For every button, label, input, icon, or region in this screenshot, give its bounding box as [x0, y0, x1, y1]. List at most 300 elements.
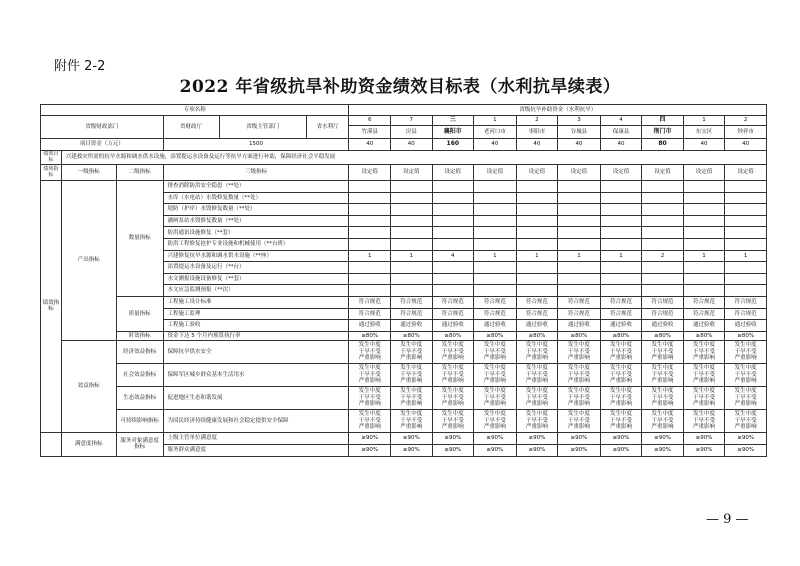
- page-number: — 9 —: [706, 512, 749, 527]
- benefit-value: [391, 340, 433, 363]
- quantity-value: [600, 204, 642, 216]
- project-name-label: 专项名称: [41, 105, 349, 116]
- benefit-value-line: 严重影响: [609, 354, 632, 361]
- quantity-value: [391, 181, 433, 193]
- benefit-value-line: 干旱不受: [734, 348, 757, 355]
- satisfaction-indicator: 上级主管单位满意度: [163, 432, 349, 444]
- quantity-group: 数量指标: [116, 181, 163, 297]
- benefit-value-line: 发生中度: [609, 411, 632, 418]
- quantity-value: [349, 215, 391, 227]
- quality-value: 通过验收: [474, 320, 517, 332]
- quality-value: 通过验收: [600, 320, 642, 332]
- quantity-value: [725, 238, 767, 250]
- quantity-value: [642, 227, 684, 239]
- benefit-value-line: 发生中度: [483, 342, 506, 349]
- benefit-value-line: 发生中度: [567, 342, 590, 349]
- benefit-value-line: 干旱不受: [567, 348, 590, 355]
- benefit-value-line: 干旱不受: [525, 348, 548, 355]
- benefit-value-line: 发生中度: [651, 365, 674, 372]
- benefit-value: [391, 409, 433, 432]
- benefit-value-line: 干旱不受: [441, 394, 464, 401]
- satisfaction-value: ≥90%: [516, 444, 558, 456]
- quality-value: 通过验收: [642, 320, 684, 332]
- benefit-value-line: 干旱不受: [358, 394, 381, 401]
- benefit-value-line: 发生中度: [525, 342, 548, 349]
- benefit-value-line: 严重影响: [358, 400, 381, 407]
- benefit-value-line: 严重影响: [609, 400, 632, 407]
- region-rank: 2: [725, 116, 767, 126]
- region-name: 竹溪县: [349, 126, 391, 139]
- quality-value: 符合规范: [600, 296, 642, 308]
- region-rank: 4: [600, 116, 642, 126]
- benefit-value-line: 严重影响: [693, 377, 716, 384]
- quantity-value: [516, 238, 558, 250]
- quantity-indicator: 添置提运水设备及运行（**台）: [163, 262, 349, 274]
- quantity-value: [349, 204, 391, 216]
- quantity-value: [600, 192, 642, 204]
- benefit-value: [349, 363, 391, 386]
- quantity-indicator: 水文测报设施设备修复（**套）: [163, 273, 349, 285]
- quantity-value: [683, 215, 725, 227]
- quantity-value: [474, 273, 517, 285]
- quantity-value: [725, 285, 767, 297]
- benefit-value-line: 严重影响: [609, 423, 632, 430]
- benefit-value: [516, 340, 558, 363]
- region-rank: 1: [474, 116, 517, 126]
- benefit-value-line: 干旱不受: [693, 371, 716, 378]
- timeliness-value: ≥80%: [683, 331, 725, 340]
- benefit-value-line: 发生中度: [483, 388, 506, 395]
- benefit-value-line: 严重影响: [734, 400, 757, 407]
- benefit-value: [725, 340, 767, 363]
- set-value-header: 设定值: [725, 165, 767, 181]
- output-group: 产出指标: [61, 181, 116, 341]
- region-rank: 三: [432, 116, 474, 126]
- benefit-value-line: 发生中度: [693, 411, 716, 418]
- region-funds: 40: [349, 139, 391, 151]
- satisfaction-value: ≥90%: [432, 432, 474, 444]
- quality-value: 符合规范: [391, 308, 433, 320]
- benefit-value-line: 严重影响: [651, 377, 674, 384]
- benefit-value: [642, 340, 684, 363]
- quantity-value: [474, 227, 517, 239]
- quantity-value: [683, 204, 725, 216]
- benefit-subgroup: 社会效益指标: [116, 363, 163, 386]
- region-name: 荆门市: [642, 126, 684, 139]
- region-funds: 40: [683, 139, 725, 151]
- performance-table: [40, 104, 767, 457]
- quantity-value: [725, 181, 767, 193]
- finance-dept-label: 省级财政部门: [41, 116, 164, 139]
- quality-value: 通过验收: [558, 320, 601, 332]
- quantity-value: [391, 192, 433, 204]
- benefit-value: [558, 363, 601, 386]
- quantity-value: [516, 192, 558, 204]
- level3-header: 三级指标: [163, 165, 349, 181]
- quantity-value: [600, 238, 642, 250]
- benefit-value-line: 发生中度: [651, 342, 674, 349]
- satisfaction-value: ≥90%: [516, 432, 558, 444]
- satisfaction-value: ≥90%: [725, 444, 767, 456]
- region-rank: 3: [558, 116, 601, 126]
- benefit-value-line: 干旱不受: [693, 348, 716, 355]
- quantity-value: [642, 273, 684, 285]
- benefit-value-line: 干旱不受: [609, 348, 632, 355]
- quantity-indicator: 防洪工程修复抢护专业设施和机械使用（**台班）: [163, 238, 349, 250]
- region-funds: 40: [600, 139, 642, 151]
- benefit-value-line: 严重影响: [693, 400, 716, 407]
- region-funds: 40: [725, 139, 767, 151]
- timeliness-value: ≥80%: [642, 331, 684, 340]
- benefit-value-line: 发生中度: [400, 342, 423, 349]
- level1-header: 一级指标: [61, 165, 116, 181]
- quantity-value: [432, 192, 474, 204]
- quantity-value: [725, 262, 767, 274]
- benefit-value-line: 发生中度: [400, 388, 423, 395]
- quantity-value: [558, 285, 601, 297]
- benefit-value: [558, 386, 601, 409]
- benefit-value-line: 发生中度: [358, 388, 381, 395]
- benefit-value-line: 干旱不受: [441, 348, 464, 355]
- quality-value: 通过验收: [516, 320, 558, 332]
- benefit-value-line: 严重影响: [567, 423, 590, 430]
- quality-value: 符合规范: [432, 308, 474, 320]
- funds-label: 项目资金（万元）: [41, 139, 164, 151]
- set-value-header: 设定值: [683, 165, 725, 181]
- quantity-value: [349, 285, 391, 297]
- benefit-value: [516, 409, 558, 432]
- quantity-value: [642, 192, 684, 204]
- region-rank: 1: [683, 116, 725, 126]
- benefit-value-line: 严重影响: [525, 377, 548, 384]
- benefit-value-line: 发生中度: [400, 411, 423, 418]
- benefit-value: [516, 386, 558, 409]
- benefit-value-line: 发生中度: [358, 365, 381, 372]
- quantity-value: [642, 262, 684, 274]
- benefit-value-line: 干旱不受: [734, 394, 757, 401]
- benefit-value-line: 干旱不受: [483, 371, 506, 378]
- benefit-value: [725, 386, 767, 409]
- benefit-indicator: 为国民经济持续健康发展和社会稳定提供安全保障: [163, 409, 349, 432]
- quantity-value: [349, 238, 391, 250]
- benefit-value-line: 发生中度: [441, 342, 464, 349]
- timeliness-indicator: 资金下达 5 个月内预算执行率: [163, 331, 349, 340]
- benefit-value-line: 干旱不受: [651, 394, 674, 401]
- goal-label: 绩效目标: [41, 151, 62, 165]
- benefit-value-line: 严重影响: [734, 354, 757, 361]
- region-rank: 7: [391, 116, 433, 126]
- quantity-value: [516, 204, 558, 216]
- benefit-value-line: 干旱不受: [483, 348, 506, 355]
- benefit-value: [391, 363, 433, 386]
- quantity-indicator: 防洪通讯设施修复（**套）: [163, 227, 349, 239]
- funds-total: 1500: [163, 139, 349, 151]
- benefit-value: [600, 409, 642, 432]
- benefit-value-line: 严重影响: [441, 400, 464, 407]
- perf-header: 绩效指标: [41, 165, 62, 181]
- quality-value: 符合规范: [725, 296, 767, 308]
- finance-dept-value: 省财政厅: [163, 116, 219, 139]
- region-funds: 40: [391, 139, 433, 151]
- quality-indicator: 工程施工监理: [163, 308, 349, 320]
- quantity-indicator: 涵闸泵站水毁修复数量（**处）: [163, 215, 349, 227]
- benefit-value: [432, 363, 474, 386]
- benefit-value-line: 严重影响: [483, 354, 506, 361]
- benefit-value-line: 干旱不受: [441, 417, 464, 424]
- quantity-value: [600, 273, 642, 285]
- benefit-value: [474, 340, 517, 363]
- benefit-value-line: 干旱不受: [609, 417, 632, 424]
- region-funds: 40: [516, 139, 558, 151]
- benefit-value-line: 发生中度: [441, 365, 464, 372]
- region-name: 保康县: [600, 126, 642, 139]
- benefit-value-line: 干旱不受: [651, 371, 674, 378]
- satisfaction-value: ≥90%: [642, 444, 684, 456]
- quantity-value: [391, 285, 433, 297]
- benefit-value-line: 干旱不受: [651, 417, 674, 424]
- quantity-value: [391, 238, 433, 250]
- region-rank: 6: [349, 116, 391, 126]
- quantity-value: [432, 238, 474, 250]
- benefit-value-line: 严重影响: [567, 377, 590, 384]
- benefit-value-line: 干旱不受: [400, 417, 423, 424]
- quantity-value: [349, 181, 391, 193]
- benefit-value-line: 严重影响: [651, 400, 674, 407]
- quantity-value: [642, 204, 684, 216]
- benefit-value-line: 发生中度: [567, 388, 590, 395]
- region-funds: 40: [474, 139, 517, 151]
- satisfaction-value: ≥90%: [474, 432, 517, 444]
- benefit-subgroup: 经济效益指标: [116, 340, 163, 363]
- benefit-value-line: 干旱不受: [400, 394, 423, 401]
- timeliness-value: ≥80%: [516, 331, 558, 340]
- timeliness-value: ≥80%: [349, 331, 391, 340]
- benefit-value-line: 严重影响: [609, 377, 632, 384]
- benefit-value-line: 严重影响: [483, 423, 506, 430]
- quantity-value: [558, 238, 601, 250]
- set-value-header: 设定值: [642, 165, 684, 181]
- quantity-value: [391, 262, 433, 274]
- quantity-value: [725, 273, 767, 285]
- quantity-value: [474, 204, 517, 216]
- quality-group: 质量指标: [116, 296, 163, 331]
- region-rank: 2: [516, 116, 558, 126]
- satisfaction-value: ≥90%: [600, 432, 642, 444]
- region-funds: 40: [558, 139, 601, 151]
- quality-value: 符合规范: [558, 308, 601, 320]
- set-value-header: 设定值: [474, 165, 517, 181]
- benefit-value: [600, 340, 642, 363]
- benefit-value-line: 发生中度: [651, 411, 674, 418]
- quantity-value: [474, 181, 517, 193]
- satisfaction-value: ≥90%: [432, 444, 474, 456]
- quality-value: 符合规范: [683, 296, 725, 308]
- benefit-value-line: 发生中度: [693, 388, 716, 395]
- benefit-value-line: 发生中度: [525, 411, 548, 418]
- satisfaction-value: ≥90%: [349, 444, 391, 456]
- quality-indicator: 工程施工设计标准: [163, 296, 349, 308]
- set-value-header: 设定值: [516, 165, 558, 181]
- quantity-value: [349, 273, 391, 285]
- quantity-value: 4: [432, 250, 474, 262]
- quantity-value: [683, 273, 725, 285]
- benefit-value-line: 发生中度: [525, 388, 548, 395]
- benefit-value-line: 严重影响: [651, 354, 674, 361]
- level2-header: 二级指标: [116, 165, 163, 181]
- quantity-indicator: 排查消除防洪安全隐患（**处）: [163, 181, 349, 193]
- quantity-value: [516, 215, 558, 227]
- blank-cell: [41, 432, 62, 456]
- benefit-value-line: 发生中度: [567, 365, 590, 372]
- benefit-subgroup: 生态效益指标: [116, 386, 163, 409]
- quantity-value: [600, 227, 642, 239]
- quantity-indicator: 水文应急监测预报（**次）: [163, 285, 349, 297]
- quantity-value: [683, 285, 725, 297]
- benefit-value-line: 干旱不受: [609, 394, 632, 401]
- set-value-header: 设定值: [432, 165, 474, 181]
- set-value-header: 设定值: [349, 165, 391, 181]
- quantity-value: [642, 181, 684, 193]
- quantity-value: [600, 262, 642, 274]
- satisfaction-value: ≥90%: [683, 444, 725, 456]
- benefit-value-line: 干旱不受: [358, 348, 381, 355]
- set-value-header: 设定值: [600, 165, 642, 181]
- quality-value: 符合规范: [683, 308, 725, 320]
- benefit-value: [725, 363, 767, 386]
- satisfaction-value: ≥90%: [600, 444, 642, 456]
- benefit-value-line: 严重影响: [693, 354, 716, 361]
- benefit-value-line: 发生中度: [483, 411, 506, 418]
- quantity-value: [558, 215, 601, 227]
- quality-value: 通过验收: [349, 320, 391, 332]
- benefit-value-line: 严重影响: [400, 354, 423, 361]
- quantity-value: [432, 273, 474, 285]
- satisfaction-indicator: 服务群众满意度: [163, 444, 349, 456]
- quantity-indicator: 堤防（护岸）水毁修复数量（**处）: [163, 204, 349, 216]
- satisfaction-value: ≥90%: [474, 444, 517, 456]
- benefit-value: [642, 363, 684, 386]
- quantity-value: [516, 273, 558, 285]
- benefit-value: [474, 386, 517, 409]
- benefit-value: [683, 409, 725, 432]
- benefit-value-line: 严重影响: [734, 423, 757, 430]
- quantity-value: [642, 215, 684, 227]
- benefit-value-line: 干旱不受: [693, 394, 716, 401]
- region-name: 房县: [391, 126, 433, 139]
- benefit-value: [683, 340, 725, 363]
- benefit-subgroup: 可持续影响指标: [116, 409, 163, 432]
- timeliness-value: ≥80%: [558, 331, 601, 340]
- timeliness-value: ≥80%: [432, 331, 474, 340]
- benefit-value-line: 发生中度: [609, 342, 632, 349]
- benefit-value-line: 发生中度: [441, 411, 464, 418]
- benefit-value: [725, 409, 767, 432]
- satisfaction-value: ≥90%: [349, 432, 391, 444]
- quality-value: 符合规范: [516, 308, 558, 320]
- satisfaction-value: ≥90%: [725, 432, 767, 444]
- benefit-value-line: 干旱不受: [483, 394, 506, 401]
- benefit-value-line: 发生中度: [400, 365, 423, 372]
- benefit-value-line: 严重影响: [693, 423, 716, 430]
- benefit-value: [432, 340, 474, 363]
- benefit-value: [600, 386, 642, 409]
- benefit-value: [349, 340, 391, 363]
- quantity-value: 2: [642, 250, 684, 262]
- quantity-value: [474, 262, 517, 274]
- region-name: 襄阳市: [432, 126, 474, 139]
- quantity-value: [683, 238, 725, 250]
- quantity-value: [432, 215, 474, 227]
- benefit-value-line: 严重影响: [567, 354, 590, 361]
- benefit-value-line: 发生中度: [609, 365, 632, 372]
- quantity-indicator: 水库（水电站）水毁修复数量（**处）: [163, 192, 349, 204]
- authority-value: 省水利厅: [306, 116, 349, 139]
- benefit-value-line: 发生中度: [693, 342, 716, 349]
- quantity-value: [474, 215, 517, 227]
- quantity-value: [558, 204, 601, 216]
- timeliness-value: ≥80%: [474, 331, 517, 340]
- quantity-value: [558, 181, 601, 193]
- benefit-value-line: 干旱不受: [693, 417, 716, 424]
- quantity-value: [474, 192, 517, 204]
- region-name: 老河口市: [474, 126, 517, 139]
- benefit-value-line: 严重影响: [734, 377, 757, 384]
- benefit-value: [432, 386, 474, 409]
- quantity-value: [725, 204, 767, 216]
- quality-value: 符合规范: [725, 308, 767, 320]
- benefit-value: [349, 386, 391, 409]
- quantity-value: [725, 192, 767, 204]
- benefit-value-line: 发生中度: [567, 411, 590, 418]
- benefit-value-line: 干旱不受: [609, 371, 632, 378]
- benefit-value-line: 发生中度: [483, 365, 506, 372]
- benefit-value: [683, 363, 725, 386]
- benefit-value-line: 严重影响: [400, 423, 423, 430]
- quality-value: 符合规范: [516, 296, 558, 308]
- quantity-value: [683, 181, 725, 193]
- quantity-value: 1: [683, 250, 725, 262]
- benefit-value-line: 严重影响: [651, 423, 674, 430]
- benefit-value-line: 严重影响: [358, 423, 381, 430]
- benefit-value-line: 干旱不受: [400, 348, 423, 355]
- quality-value: 符合规范: [558, 296, 601, 308]
- quantity-value: [558, 192, 601, 204]
- quantity-value: [391, 215, 433, 227]
- benefit-value-line: 干旱不受: [567, 371, 590, 378]
- quality-value: 符合规范: [432, 296, 474, 308]
- benefit-value-line: 严重影响: [525, 354, 548, 361]
- benefit-value-line: 发生中度: [651, 388, 674, 395]
- timeliness-value: ≥80%: [600, 331, 642, 340]
- quantity-value: [516, 262, 558, 274]
- quantity-value: [516, 181, 558, 193]
- page-title: 2022 年省级抗旱补助资金绩效目标表（水利抗旱续表）: [179, 77, 621, 97]
- benefit-value: [474, 409, 517, 432]
- benefit-value-line: 严重影响: [358, 377, 381, 384]
- quality-indicator: 工程施工验收: [163, 320, 349, 332]
- quality-value: 符合规范: [391, 296, 433, 308]
- benefit-value-line: 发生中度: [734, 342, 757, 349]
- benefit-value-line: 干旱不受: [567, 394, 590, 401]
- benefit-value-line: 严重影响: [525, 400, 548, 407]
- quality-value: 符合规范: [349, 296, 391, 308]
- benefit-value: [558, 409, 601, 432]
- quantity-value: [349, 227, 391, 239]
- quality-value: 符合规范: [349, 308, 391, 320]
- quantity-value: 1: [349, 250, 391, 262]
- quality-value: 通过验收: [725, 320, 767, 332]
- quantity-value: [432, 181, 474, 193]
